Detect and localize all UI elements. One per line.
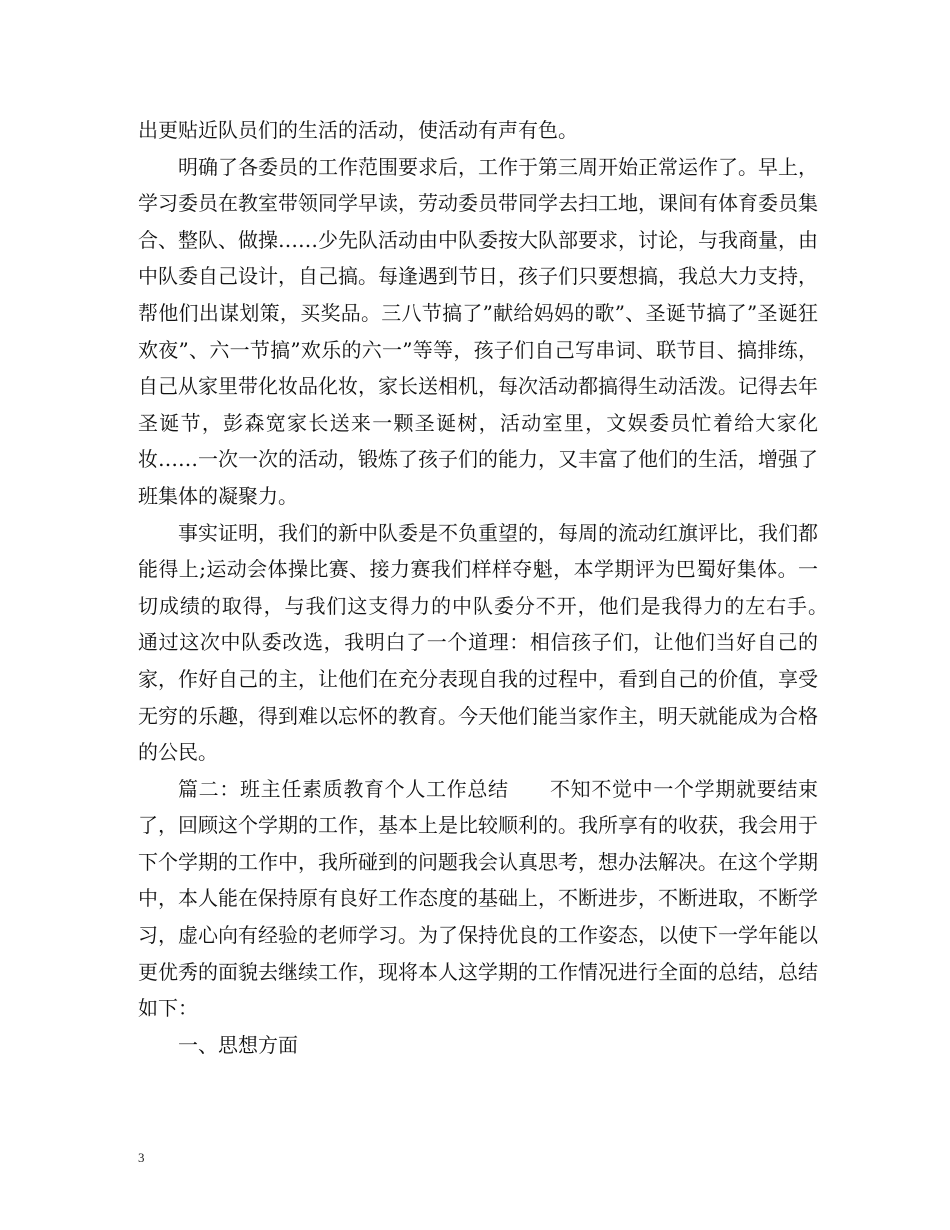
page-number: 3 xyxy=(138,1150,145,1165)
section-heading-thought: 一、思想方面 xyxy=(178,1032,298,1057)
document-body xyxy=(138,112,858,1063)
paragraph-2: 明确了各委员的工作范围要求后，工作于第三周开始正常运作了。早上，学习委员在教室带领同学早读，劳动委员带同学去扫工地，课间有体育委员集合、整队、做操……少先队活动由中队委按大队部要求，讨论，与我商量，由中队委自己设计，自己搞。每逢遇到节日，孩子们只要想搞，我总大力支持，帮他们出谋划策，买奖品。三八节搞了”献给妈妈的歌”、圣诞节搞了”圣诞狂欢夜”、六一节搞”欢乐的六一”等等，孩子们自己写串词、联节目、搞排练，自己从家里带化妆品化妆，家长送相机，每次活动都搞得生动活泼。记得去年圣诞节，彭森宽家长送来一颗圣诞树，活动室里，文娱委员忙着给大家化妆……一次一次的活动，锻炼了孩子们的能力，又丰富了他们的生活，增强了班集体的凝聚力。 xyxy=(138,154,818,508)
paragraph-3: 事实证明，我们的新中队委是不负重望的，每周的流动红旗评比，我们都能得上;运动会体操比赛、接力赛我们样样夺魁，本学期评为巴蜀好集体。一切成绩的取得，与我们这支得力的中队委分不开，他们是我得力的左右手。 通过这次中队委改选，我明白了一个道理：相信孩子们，让他们当好自己的家，作好自己的主，让他们在充分表现自我的过程中，看到自己的价值，享受无穷的乐趣，得到难以忘怀的教育。今天他们能当家作主，明天就能成为合格的公民。 xyxy=(138,520,858,765)
paragraph-4: 篇二：班主任素质教育个人工作总结 不知不觉中一个学期就要结束了，回顾这个学期的工作，基本上是比较顺利的。我所享有的收获，我会用于下个学期的工作中，我所碰到的问题我会认真思考，想办法解决。在这个学期中，本人能在保持原有良好工作态度的基础上，不断进步，不断进取，不断学习，虚心向有经验的老师学习。为了保持优良的工作姿态，以使下一学年能以更优秀的面貌去继续工作，现将本人这学期的工作情况进行全面的总结，总结如下： xyxy=(138,776,818,1021)
paragraph-1: 出更贴近队员们的生活的活动，使活动有声有色。 xyxy=(138,118,578,142)
